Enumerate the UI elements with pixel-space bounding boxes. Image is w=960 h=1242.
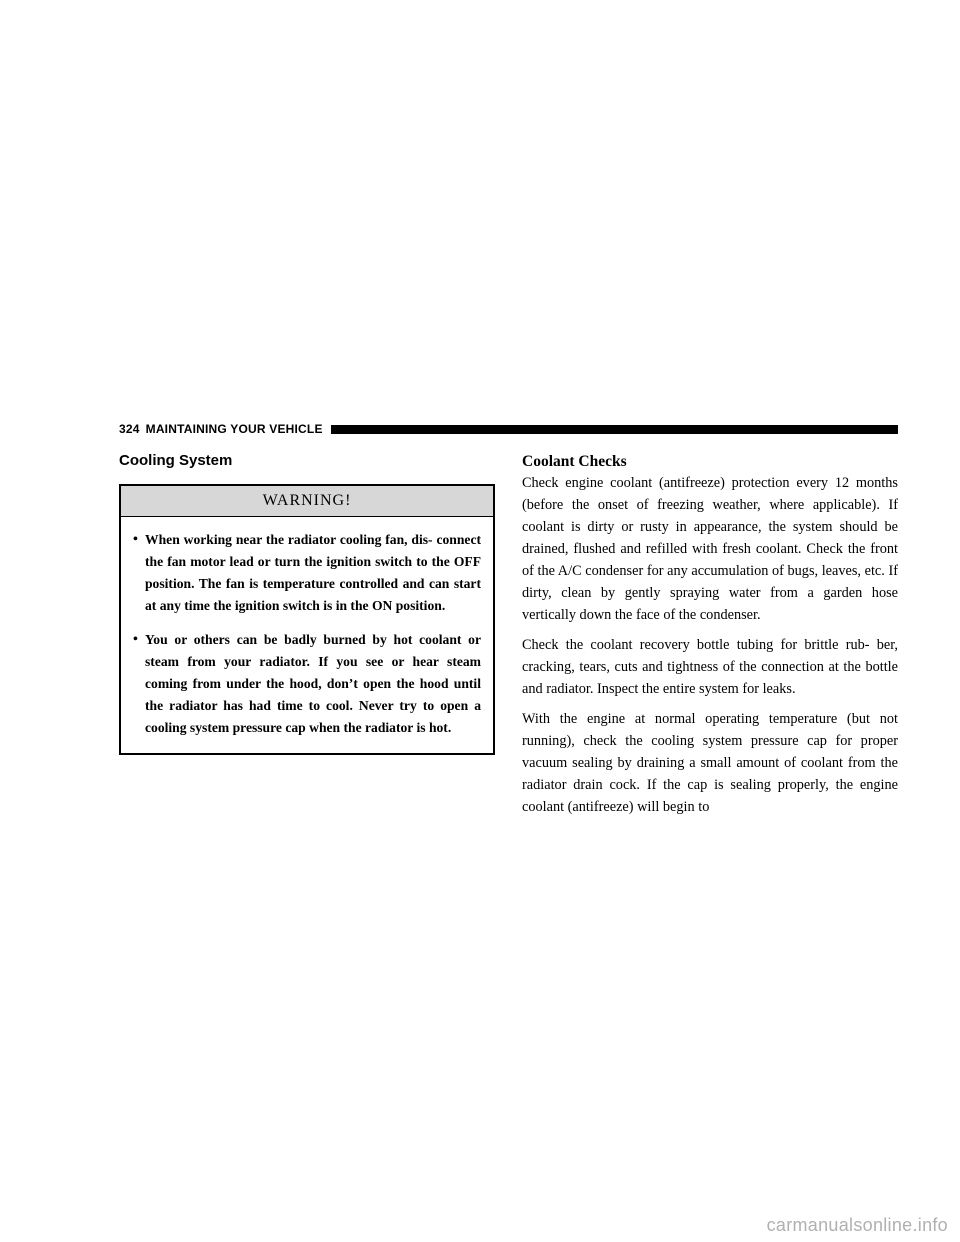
right-column — [522, 452, 898, 826]
left-column — [119, 452, 495, 755]
warning-text: When working near the radiator cooling fan, dis- connect the fan motor lead or turn the ignition switch to the OFF position. The fan is temperature controlled and can start at any time the ignition switch is in the ON position. — [145, 532, 481, 613]
warning-box — [119, 484, 495, 755]
warning-item — [133, 529, 481, 617]
warning-item — [133, 629, 481, 739]
running-header — [119, 420, 898, 438]
header-rule — [331, 425, 898, 434]
paragraph: Check the coolant recovery bottle tubing for brittle rub- ber, cracking, tears, cuts and tightness of the connection at the bottle and radiator. Inspect the entire system for leaks. — [522, 637, 898, 697]
warning-text: You or others can be badly burned by hot coolant or steam from your radiator. If you see or hear steam coming from under the hood, don’t open the hood until the radiator has had time to cool. Never try to open a cooling system pressure cap when the radiator is hot. — [145, 632, 481, 735]
watermark[interactable]: carmanualsonline.info — [766, 1215, 948, 1235]
page-number: 324 — [119, 422, 140, 436]
bullet-icon: • — [133, 532, 138, 547]
warning-body — [121, 517, 493, 753]
section-title: MAINTAINING YOUR VEHICLE — [145, 422, 323, 436]
warning-title: WARNING! — [121, 486, 493, 517]
paragraph: With the engine at normal operating temperature (but not running), check the cooling system pressure cap for proper vacuum sealing by draining a small amount of coolant from the radiator drain cock. If the cap is sealing properly, the engine coolant (antifreeze) will begin to — [522, 711, 898, 815]
coolant-checks-heading: Coolant Checks — [522, 453, 627, 470]
paragraph: Check engine coolant (antifreeze) protection every 12 months (before the onset of freezing weather, where applicable). If coolant is dirty or rusty in appearance, the system should be drained, flushed and refilled with fresh coolant. Check the front of the A/C condenser for any accumulation of bugs, leaves, etc. If dirty, clean by gently spraying water from a garden hose vertically down the face of the condenser. — [522, 475, 898, 623]
cooling-system-heading: Cooling System — [119, 452, 233, 469]
bullet-icon: • — [133, 632, 138, 647]
